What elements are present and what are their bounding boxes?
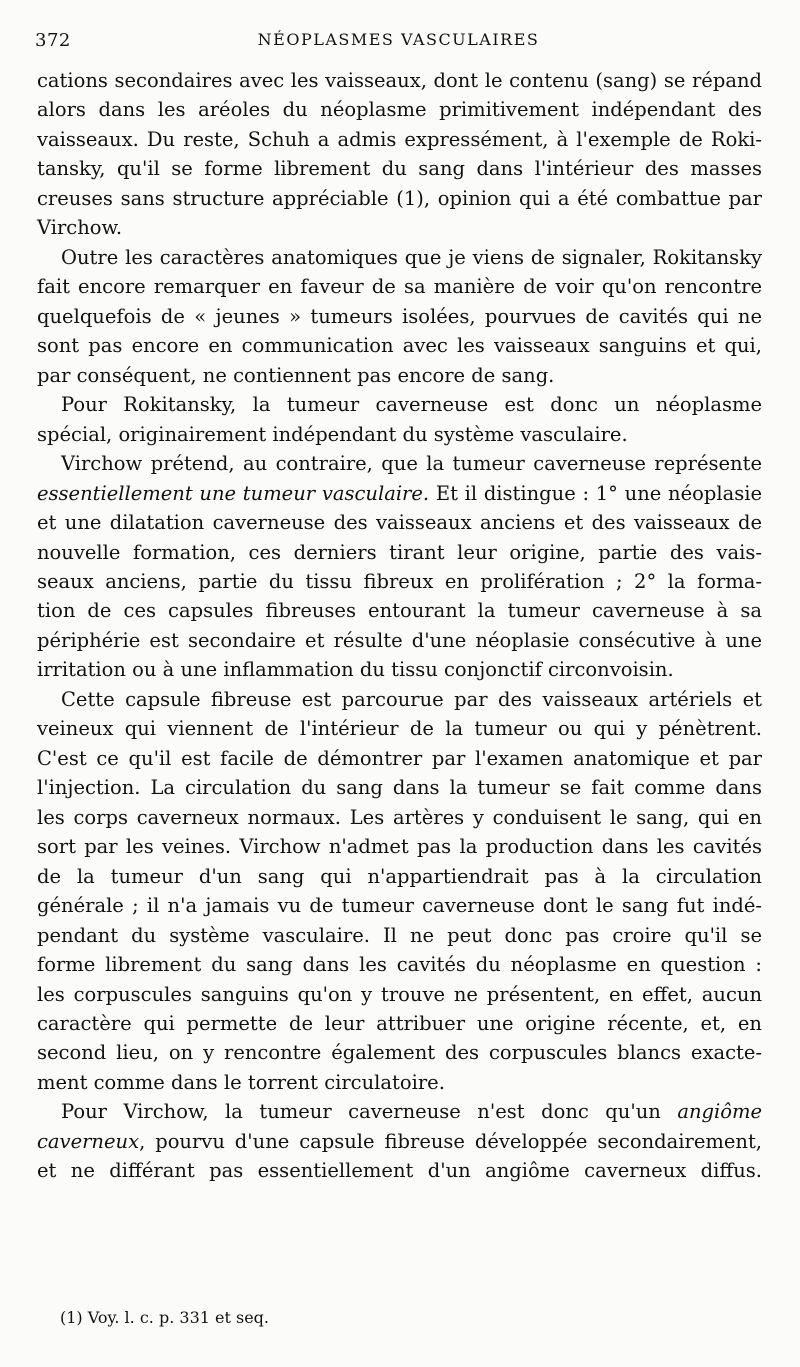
text-line: sort par les veines. Virchow n'admet pas la production dans les cavités [37, 835, 762, 859]
running-title: NÉOPLASMES VASCULAIRES [257, 30, 540, 49]
text-line: seaux anciens, partie du tissu fibreux en prolifération ; 2° la forma- [37, 569, 762, 593]
text-line [37, 1127, 762, 1156]
text-fragment: , pourvu d'une capsule fibreuse développée secondairement, [139, 1129, 762, 1153]
text-line: tansky, qu'il se forme librement du sang dans l'intérieur des masses [37, 157, 762, 181]
text-line: Cette capsule fibreuse est parcourue par des vaisseaux artériels et [61, 687, 762, 711]
text-line: l'injection. La circulation du sang dans la tumeur se fait comme dans [37, 776, 762, 800]
text-line: pendant du système vasculaire. Il ne peut donc pas croire qu'il se [37, 923, 762, 947]
text-line: forme librement du sang dans les cavités du néoplasme en question : [37, 953, 762, 977]
text-line: cations secondaires avec les vaisseaux, dont le contenu (sang) se répand [37, 69, 762, 92]
text-line: ment comme dans le torrent circulatoire. [37, 1070, 445, 1094]
text-line: C'est ce qu'il est facile de démontrer par l'examen anatomique et par [37, 746, 762, 770]
text-line [37, 1097, 762, 1126]
text-line: second lieu, on y rencontre également des corpuscules blancs exacte- [37, 1041, 762, 1065]
text-line: fait encore remarquer en faveur de sa manière de voir qu'on rencontre [37, 275, 762, 299]
text-line: irritation ou à une inflammation du tissu conjonctif circonvoisin. [37, 658, 674, 682]
text-line: Virchow. [37, 216, 123, 240]
page-number: 372 [35, 30, 71, 51]
italic-phrase: angiôme [677, 1100, 762, 1124]
text-line: périphérie est secondaire et résulte d'une néoplasie consécutive à une [37, 628, 762, 652]
footnote: (1) Voy. l. c. p. 331 et seq. [60, 1308, 270, 1327]
text-line: veineux qui viennent de l'intérieur de la tumeur ou qui y pénètrent. [37, 717, 762, 741]
text-line: Outre les caractères anatomiques que je viens de signaler, Rokitansky [61, 245, 762, 269]
text-fragment: Et il distingue : 1° une néoplasie [429, 481, 762, 505]
text-line: les corps caverneux normaux. Les artères y conduisent le sang, qui en [37, 805, 762, 829]
body-text [37, 66, 762, 1186]
text-line: quelquefois de « jeunes » tumeurs isolées, pourvues de cavités qui ne [37, 304, 762, 328]
text-line: alors dans les aréoles du néoplasme primitivement indépendant des [37, 98, 762, 122]
text-line: spécial, originairement indépendant du système vasculaire. [37, 422, 628, 446]
text-line: générale ; il n'a jamais vu de tumeur caverneuse dont le sang fut indé- [37, 894, 762, 918]
text-line: de la tumeur d'un sang qui n'appartiendrait pas à la circulation [37, 864, 762, 888]
italic-phrase: caverneux [37, 1129, 140, 1153]
text-fragment: Pour Virchow, la tumeur caverneuse n'est donc qu'un [61, 1100, 678, 1124]
italic-phrase: essentiellement une tumeur vasculaire. [37, 481, 430, 505]
text-line: vaisseaux. Du reste, Schuh a admis expressément, à l'exemple de Roki- [37, 127, 762, 151]
text-line: Pour Rokitansky, la tumeur caverneuse est donc un néoplasme [61, 393, 762, 417]
text-line: par conséquent, ne contiennent pas encore de sang. [37, 363, 555, 387]
text-line: creuses sans structure appréciable (1), opinion qui a été combattue par [37, 186, 762, 210]
text-line: caractère qui permette de leur attribuer une origine récente, et, en [37, 1012, 762, 1035]
text-line: les corpuscules sanguins qu'on y trouve ne présentent, en effet, aucun [37, 982, 762, 1006]
text-line: et ne différant pas essentiellement d'un angiôme caverneux diffus. [37, 1159, 762, 1183]
text-line: et une dilatation caverneuse des vaisseaux anciens et des vaisseaux de [37, 511, 762, 535]
text-line: nouvelle formation, ces derniers tirant leur origine, partie des vais- [37, 540, 762, 564]
page-header [35, 30, 762, 54]
text-line: sont pas encore en communication avec les vaisseaux sanguins et qui, [37, 334, 762, 358]
text-line [37, 479, 762, 508]
text-line: tion de ces capsules fibreuses entourant la tumeur caverneuse à sa [37, 599, 762, 623]
text-line: Virchow prétend, au contraire, que la tumeur caverneuse représente [61, 452, 762, 476]
